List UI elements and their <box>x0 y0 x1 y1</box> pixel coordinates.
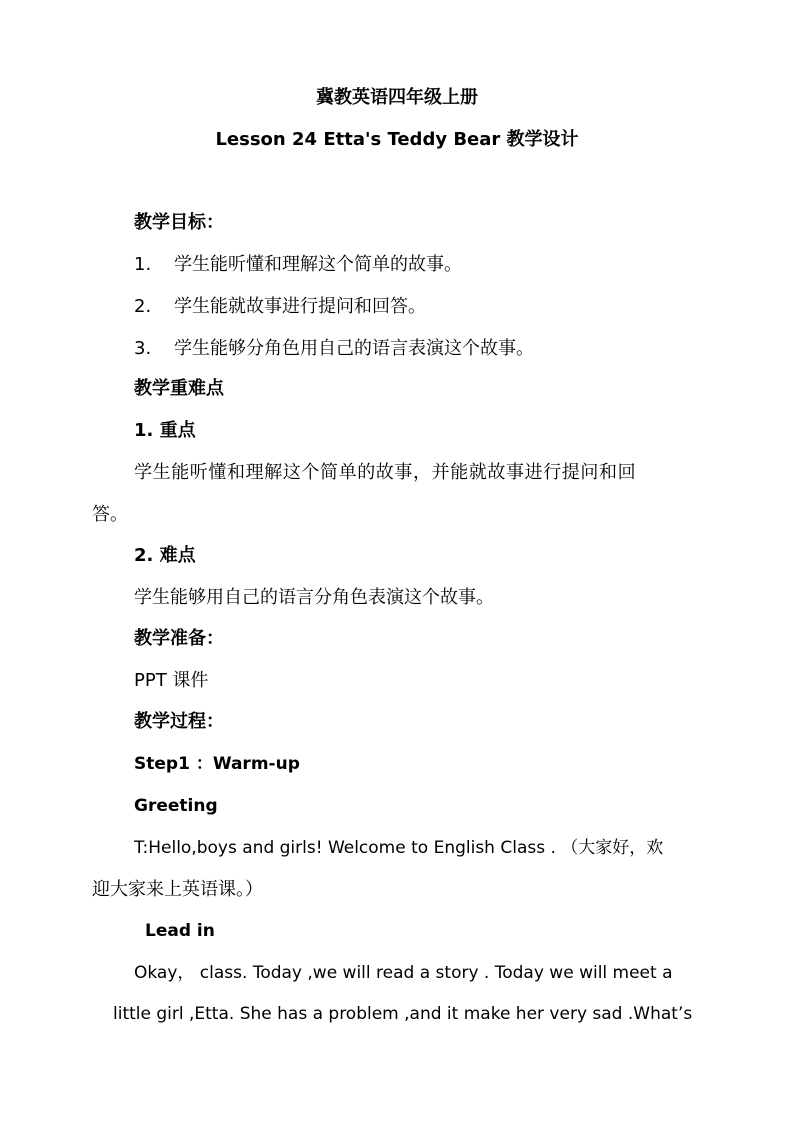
preparation-text: PPT 课件 <box>134 670 209 691</box>
difficulty-text: 学生能够用自己的语言分角色表演这个故事。 <box>134 587 494 608</box>
objectives-heading: 教学目标： <box>134 212 224 233</box>
lead-in-text-continued: little girl ,Etta. She has a problem ,and it make her very sad .What’s <box>113 1004 693 1024</box>
greeting-text: T:Hello,boys and girls! Welcome to English Class . （大家好，欢 <box>134 838 664 858</box>
lead-in-heading: Lead in <box>145 921 215 941</box>
lead-in-text: Okay， class. Today ,we will read a story . Today we will meet a <box>134 963 673 983</box>
greeting-text-continued: 迎大家来上英语课。） <box>92 879 263 900</box>
step1-heading: Step1 ：Warm-up <box>134 754 300 774</box>
preparation-heading: 教学准备： <box>134 628 224 649</box>
objective-item: 2. 学生能就故事进行提问和回答。 <box>134 296 426 317</box>
key-points-heading: 教学重难点 <box>134 378 224 399</box>
difficulty-label: 2. 难点 <box>134 545 196 566</box>
greeting-heading: Greeting <box>134 796 218 816</box>
document-subtitle: Lesson 24 Etta's Teddy Bear 教学设计 <box>215 129 579 150</box>
document-title: 冀教英语四年级上册 <box>316 87 478 108</box>
key-point-text: 学生能听懂和理解这个简单的故事，并能就故事进行提问和回 <box>134 462 637 483</box>
key-point-text-continued: 答。 <box>92 504 128 525</box>
objective-item: 1. 学生能听懂和理解这个简单的故事。 <box>134 254 462 275</box>
objective-item: 3. 学生能够分角色用自己的语言表演这个故事。 <box>134 338 534 359</box>
key-point-label: 1. 重点 <box>134 420 196 441</box>
process-heading: 教学过程： <box>134 711 224 732</box>
